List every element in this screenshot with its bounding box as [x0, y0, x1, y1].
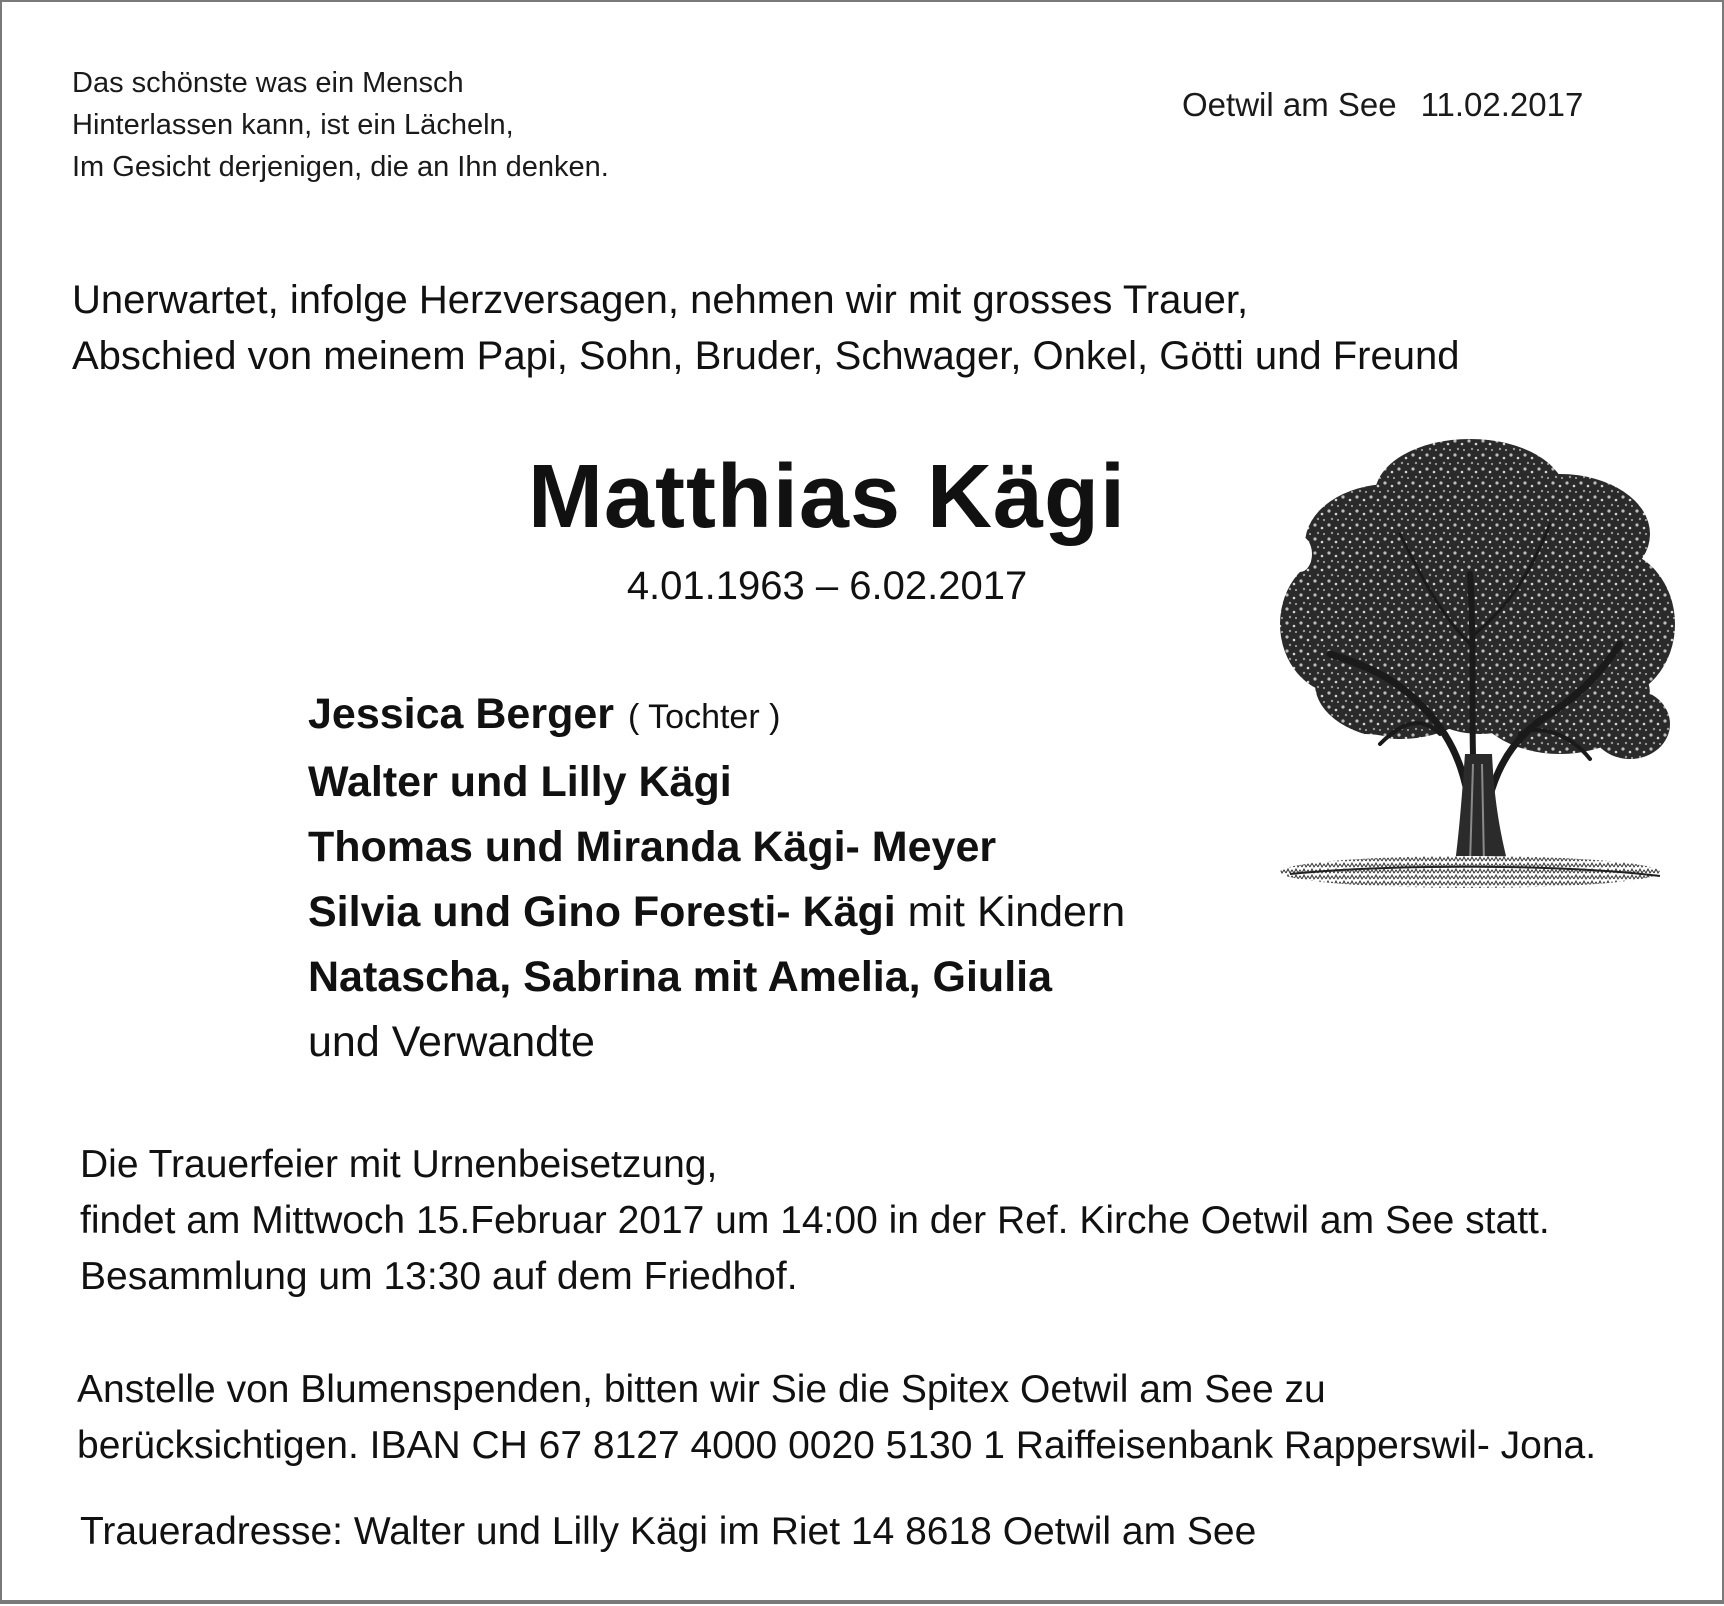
donation-request [77, 1362, 1596, 1474]
poem-line: Hinterlassen kann, ist ein Lächeln, [72, 109, 514, 141]
poem-line: Im Gesicht derjenigen, die an Ihn denken. [72, 151, 609, 183]
donation-line: Anstelle von Blumenspenden, bitten wir Sie die Spitex Oetwil am See zu [77, 1368, 1326, 1411]
mourner-name: Silvia und Gino Foresti- Kägi [308, 888, 896, 936]
lifespan-dates: 4.01.1963 – 6.02.2017 [626, 564, 1028, 608]
relatives-text: und Verwandte [308, 1018, 595, 1066]
mourner-name: Natascha, Sabrina mit Amelia, Giulia [308, 953, 1052, 1001]
mourners-list [308, 682, 1125, 1075]
deceased-name: Matthias Kägi [527, 447, 1127, 547]
mourner-name: Jessica Berger [308, 690, 614, 738]
mourner-relation: ( Tochter ) [628, 698, 781, 736]
mourner-entry [308, 880, 1125, 945]
mourner-name: Walter und Lilly Kägi [308, 758, 732, 806]
mourner-entry [308, 682, 1125, 750]
memorial-poem [72, 62, 609, 188]
mourner-name: Thomas und Miranda Kägi- Meyer [308, 823, 997, 871]
publication-date: 11.02.2017 [1420, 86, 1584, 123]
poem-line: Das schönste was ein Mensch [72, 67, 464, 99]
place-and-date [1182, 86, 1583, 124]
donation-line: berücksichtigen. IBAN CH 67 8127 4000 0020 5130 1 Raiffeisenbank Rapperswil- Jona. [77, 1424, 1597, 1467]
tree-illustration-icon [1270, 424, 1690, 904]
intro-line: Abschied von meinem Papi, Sohn, Bruder, Schwager, Onkel, Götti und Freund [72, 334, 1460, 378]
ceremony-details [80, 1137, 1550, 1305]
place: Oetwil am See [1182, 86, 1397, 123]
mourner-entry [308, 750, 1125, 815]
announcement-intro [72, 272, 1459, 384]
mourner-entry [308, 945, 1125, 1010]
ceremony-line: Besammlung um 13:30 auf dem Friedhof. [80, 1255, 798, 1298]
ceremony-line: Die Trauerfeier mit Urnenbeisetzung, [80, 1143, 718, 1186]
ceremony-line: findet am Mittwoch 15.Februar 2017 um 14:00 in der Ref. Kirche Oetwil am See statt. [80, 1199, 1550, 1242]
mourning-address: Traueradresse: Walter und Lilly Kägi im Riet 14 8618 Oetwil am See [80, 1510, 1257, 1553]
mourner-entry [308, 815, 1125, 880]
mourner-suffix: mit Kindern [895, 888, 1126, 936]
intro-line: Unerwartet, infolge Herzversagen, nehmen wir mit grosses Trauer, [72, 278, 1249, 322]
mourner-entry [308, 1010, 1125, 1075]
